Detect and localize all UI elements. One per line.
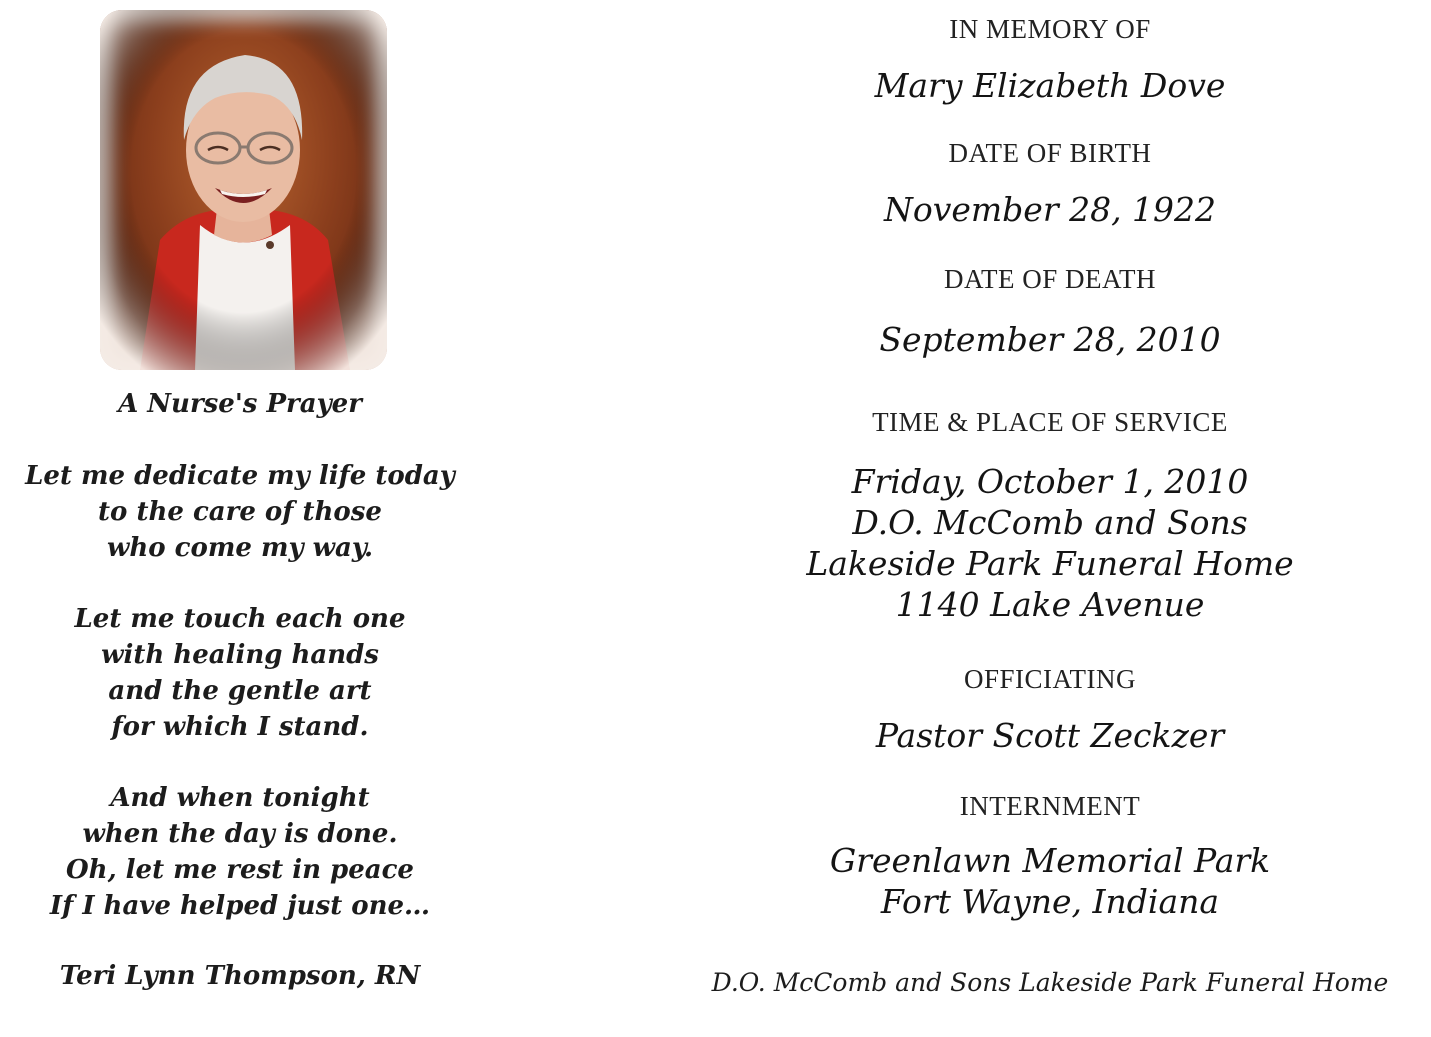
left-panel (0, 0, 480, 1037)
service-line: Lakeside Park Funeral Home (806, 544, 1294, 583)
poem-stanza-1 (20, 458, 460, 566)
deceased-name: Mary Elizabeth Dove (874, 66, 1226, 105)
death-heading: DATE OF DEATH (944, 264, 1156, 294)
portrait-photo (100, 10, 387, 370)
internment-line: Fort Wayne, Indiana (880, 882, 1220, 921)
poem-stanza-2 (20, 601, 460, 745)
birth-date: November 28, 1922 (883, 190, 1217, 229)
poem-line: If I have helped just one… (49, 891, 431, 921)
poem-line: And when tonight (110, 783, 370, 813)
internment-line: Greenlawn Memorial Park (829, 841, 1271, 880)
service-line: D.O. McComb and Sons (852, 503, 1248, 542)
right-panel (700, 0, 1400, 1037)
poem-title: A Nurse's Prayer (118, 389, 362, 419)
officiating-heading: OFFICIATING (963, 664, 1136, 694)
poem-line: who come my way. (106, 533, 374, 563)
poem-line: Let me dedicate my life today (25, 461, 455, 491)
portrait-illustration (100, 10, 387, 370)
poem-author: Teri Lynn Thompson, RN (59, 961, 421, 991)
poem-line: for which I stand. (111, 712, 369, 742)
in-memory-heading: IN MEMORY OF (949, 14, 1151, 44)
internment-heading: INTERNMENT (959, 791, 1141, 821)
poem-line: Oh, let me rest in peace (66, 855, 414, 885)
service-heading: TIME & PLACE OF SERVICE (872, 407, 1228, 437)
service-line: Friday, October 1, 2010 (851, 462, 1249, 501)
poem-line: when the day is done. (82, 819, 398, 849)
poem-line: and the gentle art (108, 676, 372, 706)
birth-heading: DATE OF BIRTH (948, 138, 1152, 168)
death-date: September 28, 2010 (879, 320, 1221, 359)
poem-line: with healing hands (101, 640, 379, 670)
poem-line: to the care of those (98, 497, 382, 527)
footer-funeral-home: D.O. McComb and Sons Lakeside Park Funeral Home (711, 968, 1389, 997)
poem-line: Let me touch each one (74, 604, 406, 634)
service-line: 1140 Lake Avenue (895, 585, 1205, 624)
poem-stanza-3 (20, 780, 460, 924)
officiant-name: Pastor Scott Zeckzer (875, 716, 1225, 755)
